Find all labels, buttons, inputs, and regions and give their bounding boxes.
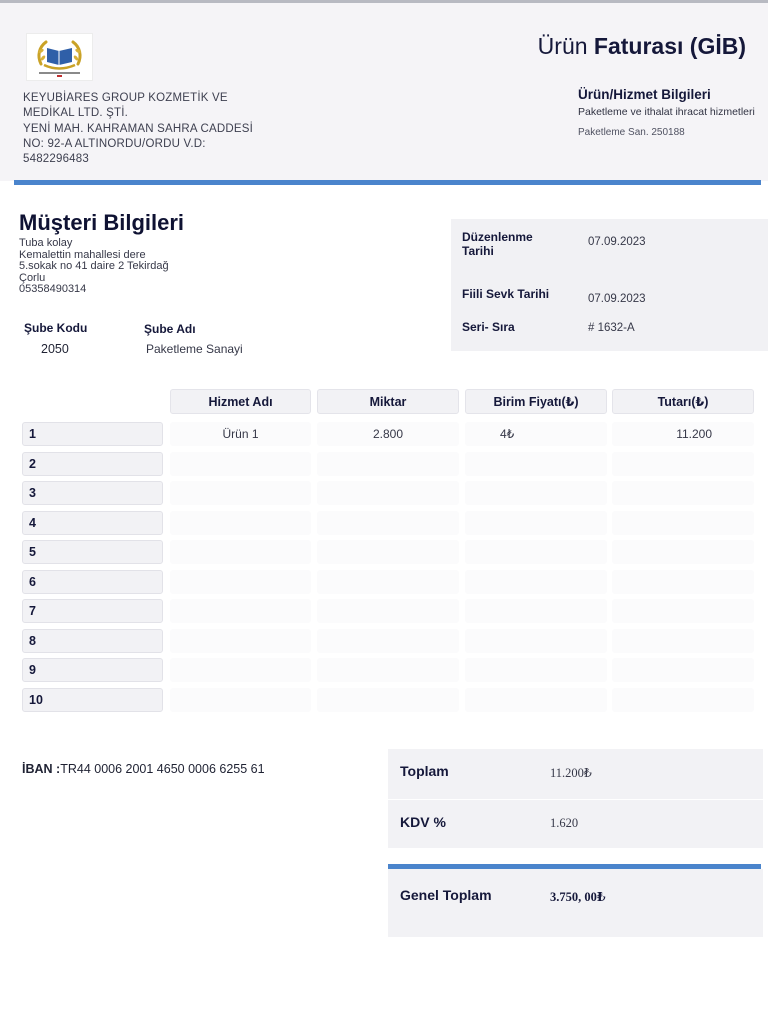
cell-name bbox=[170, 511, 311, 535]
title-bold: Faturası (GİB) bbox=[593, 33, 746, 59]
cell-total bbox=[612, 688, 754, 712]
company-address bbox=[23, 91, 278, 167]
cell-qty bbox=[317, 452, 459, 476]
cell-price bbox=[465, 688, 607, 712]
cell-name bbox=[170, 658, 311, 682]
service-title: Ürün/Hizmet Bilgileri bbox=[578, 87, 711, 102]
cell-name: Ürün 1 bbox=[170, 422, 311, 446]
issue-date-label: Düzenlenme Tarihi bbox=[462, 230, 533, 258]
cell-price bbox=[465, 511, 607, 535]
row-number: 2 bbox=[22, 452, 163, 476]
grand-total-value: 3.750, 00₺ bbox=[550, 890, 606, 904]
customer-line: 5.sokak no 41 daire 2 Tekirdağ bbox=[19, 260, 169, 272]
column-header-service-name: Hizmet Adı bbox=[170, 389, 311, 414]
iban-label: İBAN : bbox=[22, 762, 61, 776]
cell-price bbox=[465, 481, 607, 505]
row-number: 5 bbox=[22, 540, 163, 564]
vat-box bbox=[388, 800, 763, 848]
customer-title: Müşteri Bilgileri bbox=[19, 210, 185, 235]
service-code: Paketleme San. 250188 bbox=[578, 126, 685, 138]
cell-name bbox=[170, 481, 311, 505]
service-info bbox=[578, 87, 758, 138]
serial-label: Seri- Sıra bbox=[462, 320, 515, 334]
cell-qty: 2.800 bbox=[317, 422, 459, 446]
cell-total bbox=[612, 658, 754, 682]
cell-qty bbox=[317, 629, 459, 653]
grand-total-box bbox=[388, 869, 763, 937]
header-divider bbox=[14, 180, 761, 185]
cell-price bbox=[465, 658, 607, 682]
row-number: 7 bbox=[22, 599, 163, 623]
cell-price bbox=[465, 570, 607, 594]
row-number: 3 bbox=[22, 481, 163, 505]
cell-price: 4₺ bbox=[465, 422, 607, 446]
branch-name-label: Şube Adı bbox=[144, 322, 196, 336]
cell-qty bbox=[317, 570, 459, 594]
company-line: YENİ MAH. KAHRAMAN SAHRA CADDESİ bbox=[23, 122, 254, 135]
row-number: 4 bbox=[22, 511, 163, 535]
cell-total bbox=[612, 452, 754, 476]
grand-total-label: Genel Toplam bbox=[400, 887, 492, 903]
cell-price bbox=[465, 540, 607, 564]
cell-qty bbox=[317, 511, 459, 535]
cell-total bbox=[612, 599, 754, 623]
subtotal-label: Toplam bbox=[400, 763, 449, 779]
document-title bbox=[538, 33, 746, 60]
issue-date-value: 07.09.2023 bbox=[588, 236, 646, 248]
vat-value: 1.620 bbox=[550, 816, 579, 830]
cell-qty bbox=[317, 540, 459, 564]
cell-qty bbox=[317, 481, 459, 505]
branch-code-value: 2050 bbox=[41, 342, 69, 356]
vat-label: KDV % bbox=[400, 814, 446, 830]
branch-name-value: Paketleme Sanayi bbox=[146, 342, 243, 356]
company-line: KEYUBİARES GROUP KOZMETİK VE bbox=[23, 92, 228, 104]
subtotal-value: 11.200₺ bbox=[550, 766, 592, 780]
company-line: NO: 92-A ALTINORDU/ORDU V.D: bbox=[23, 137, 206, 150]
row-number: 9 bbox=[22, 658, 163, 682]
cell-price bbox=[465, 629, 607, 653]
company-logo bbox=[26, 33, 93, 81]
iban-value: TR44 0006 2001 4650 0006 6255 61 bbox=[60, 762, 265, 776]
title-light: Ürün bbox=[537, 33, 588, 59]
serial-value: # 1632-A bbox=[588, 322, 635, 334]
cell-total bbox=[612, 511, 754, 535]
cell-name bbox=[170, 540, 311, 564]
cell-total: 11.200 bbox=[612, 422, 754, 446]
cell-total bbox=[612, 481, 754, 505]
subtotal-box bbox=[388, 749, 763, 799]
cell-name bbox=[170, 452, 311, 476]
row-number: 6 bbox=[22, 570, 163, 594]
cell-qty bbox=[317, 688, 459, 712]
customer-info bbox=[19, 238, 169, 296]
cell-total bbox=[612, 570, 754, 594]
customer-line: 05358490314 bbox=[19, 283, 87, 295]
cell-total bbox=[612, 540, 754, 564]
company-line: 5482296483 bbox=[23, 153, 89, 166]
customer-line: Çorlu bbox=[19, 271, 46, 284]
column-header-total: Tutarı(₺) bbox=[612, 389, 754, 414]
column-header-unit-price: Birim Fiyatı(₺) bbox=[465, 389, 607, 414]
cell-qty bbox=[317, 599, 459, 623]
cell-total bbox=[612, 629, 754, 653]
ship-date-label: Fiili Sevk Tarihi bbox=[462, 287, 550, 301]
branch-code-label: Şube Kodu bbox=[24, 321, 88, 335]
iban-line bbox=[22, 762, 265, 776]
row-number: 8 bbox=[22, 629, 163, 653]
row-number: 10 bbox=[22, 688, 163, 712]
column-header-quantity: Miktar bbox=[317, 389, 459, 414]
cell-price bbox=[465, 599, 607, 623]
cell-name bbox=[170, 570, 311, 594]
ship-date-value: 07.09.2023 bbox=[588, 293, 646, 305]
cell-price bbox=[465, 452, 607, 476]
customer-line: Kemalettin mahallesi dere bbox=[19, 248, 146, 261]
cell-name bbox=[170, 688, 311, 712]
customer-line: Tuba kolay bbox=[19, 237, 73, 249]
cell-qty bbox=[317, 658, 459, 682]
company-line: MEDİKAL LTD. ŞTİ. bbox=[23, 107, 129, 120]
cell-name bbox=[170, 599, 311, 623]
invoice-header bbox=[0, 3, 768, 181]
service-description: Paketleme ve ithalat ihracat hizmetleri bbox=[578, 106, 755, 118]
cell-name bbox=[170, 629, 311, 653]
row-number: 1 bbox=[22, 422, 163, 446]
invoice-dates-panel bbox=[451, 219, 768, 351]
laurel-book-icon bbox=[27, 34, 92, 80]
